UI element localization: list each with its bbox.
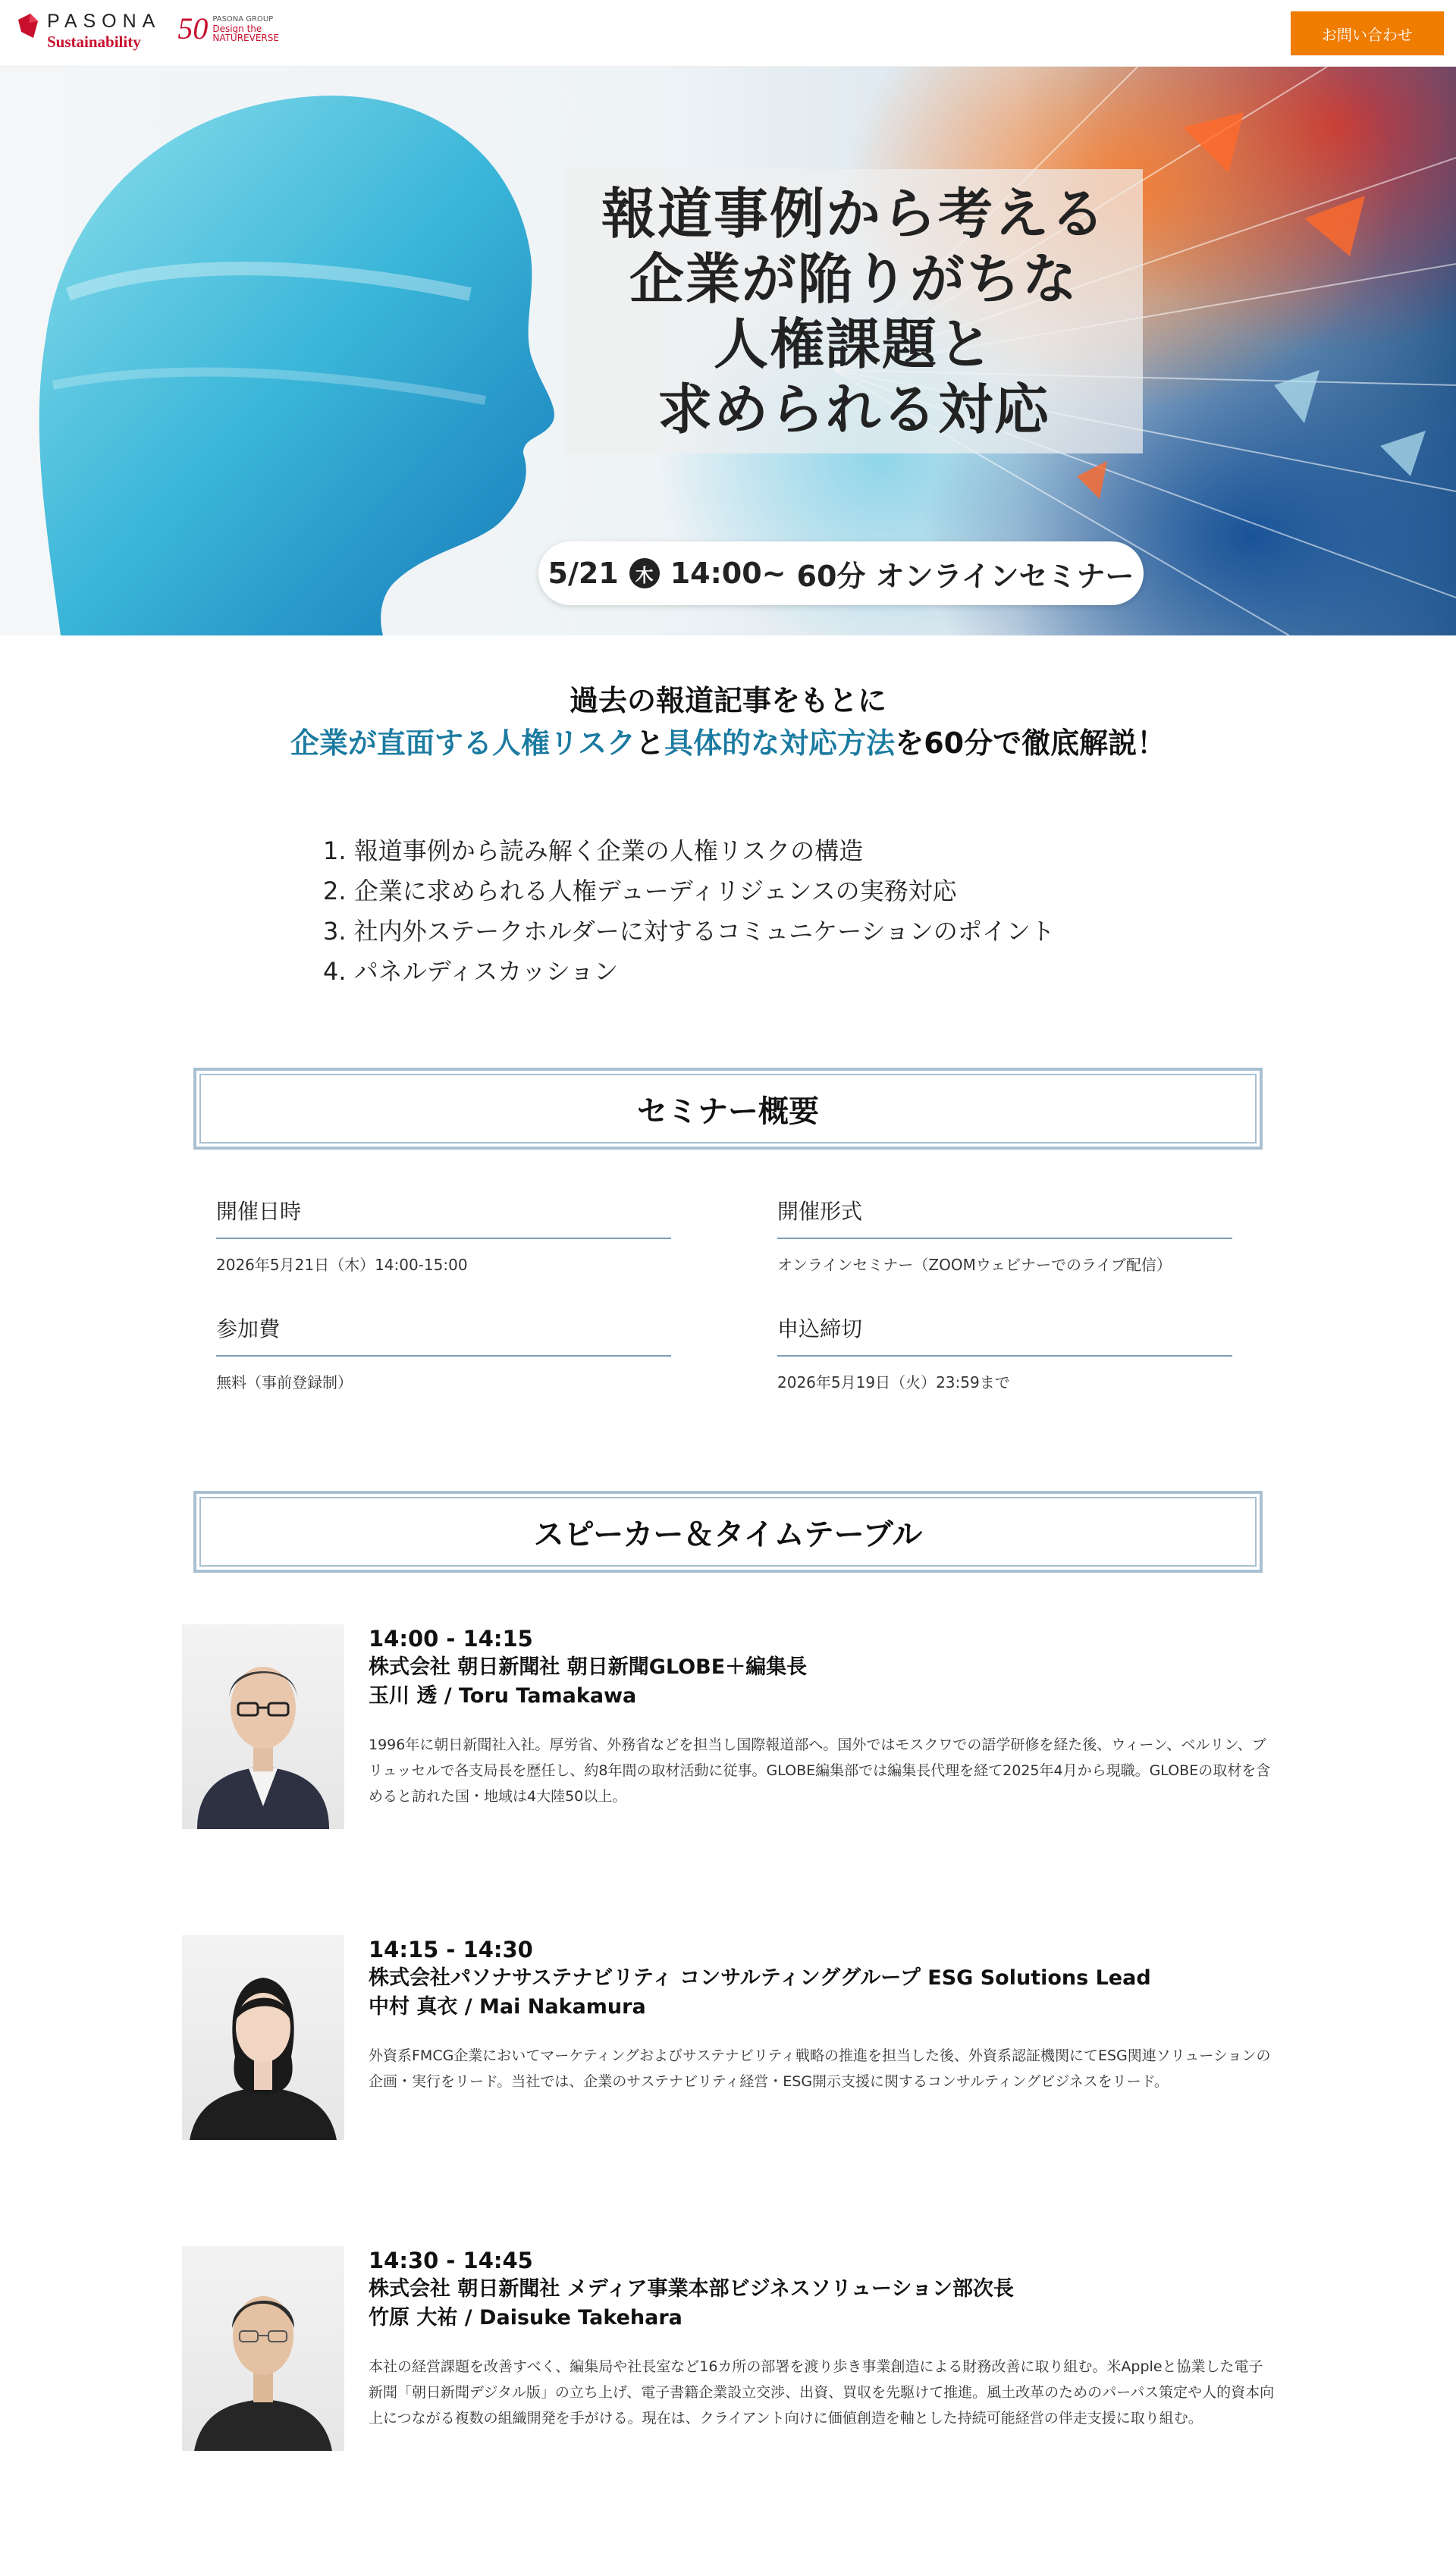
anniversary-logo [177,11,279,45]
speaker-name: 竹原 大祐 / Daisuke Takehara [369,2306,682,2330]
speaker-info [369,1935,1276,2094]
overview-heading: セミナー概要 [637,1093,819,1129]
overview-label: 申込締切 [777,1313,1232,1357]
pasona-logo[interactable] [17,11,279,52]
site-header [0,0,1456,67]
overview-value: 2026年5月21日（木）14:00-15:00 [216,1256,468,1274]
intro-line2 [0,722,1456,764]
brand [17,11,161,52]
speaker-org: 株式会社 朝日新聞社 メディア事業本部ビジネスソリューション部次長 [369,2277,1014,2301]
agenda-item: 3. 社内外ステークホルダーに対するコミュニケーションのポイント [323,917,1055,946]
speaker-name: 玉川 透 / Toru Tamakawa [369,1684,637,1708]
speaker-photo [182,1624,344,1829]
contact-button[interactable]: お問い合わせ [1291,11,1444,55]
agenda-list [323,831,1142,992]
hero-duration: 60分 オンラインセミナー [796,559,1134,593]
intro-lead [0,679,1456,764]
intro-highlight-risk: 企業が直面する人権リスク [290,726,636,760]
speaker-list [0,1624,1456,2557]
speaker-time: 14:15 - 14:30 [369,1937,533,1962]
speaker-card [182,1624,1274,1935]
speaker-photo [182,1935,344,2140]
hero-title-line: 報道事例から考える [601,181,1106,246]
brand-word: PASONA [47,11,162,32]
overview-grid [216,1195,1232,1392]
speaker-info [369,1624,1276,1809]
hero-title-line: 企業が陥りがちな [629,246,1078,311]
anniversary-tag [212,15,279,42]
overview-value: 2026年5月19日（火）23:59まで [777,1373,1010,1391]
speaker-card [182,2246,1274,2557]
overview-item-fee [216,1313,671,1392]
speakers-section [0,1491,1456,2557]
anniversary-group: PASONA GROUP [212,15,274,24]
hero-date-pill [538,541,1144,605]
speaker-org: 株式会社 朝日新聞社 朝日新聞GLOBE＋編集長 [369,1655,808,1679]
speaker-time: 14:00 - 14:15 [369,1626,533,1652]
speaker-bio: 本社の経営課題を改善すべく、編集局や社長室など16カ所の部署を渡り歩き事業創造による財務改善に取り組む。米Appleと協業した電子新聞「朝日新聞デジタル版」の立ち上げ、電子書籍企業設立交渉、出資、買収を先駆けて推進。風土改革のためのパーパス策定や人的資本向上につながる複数の組織開発を手がける。現在は、クライアント向けに価値創造を軸とした持続可能経営の伴走支援に取り組む。 [369,2358,1275,2427]
overview-item-format [777,1195,1232,1275]
speaker-photo [182,2246,344,2451]
speaker-org: 株式会社パソナサステナビリティ コンサルティンググループ ESG Solutions Lead [369,1966,1151,1990]
agenda-item: 1. 報道事例から読み解く企業の人権リスクの構造 [323,836,864,865]
overview-label: 開催日時 [216,1195,671,1239]
intro-tail: を60分で徹底解説！ [895,726,1166,760]
overview-label: 開催形式 [777,1195,1232,1239]
hero-title-line: 人権課題と [713,312,994,376]
agenda-item: 2. 企業に求められる人権デューディリジェンスの実務対応 [323,877,957,905]
anniversary-tag1: Design the [212,24,262,34]
overview-value: オンラインセミナー（ZOOMウェビナーでのライブ配信） [777,1256,1172,1274]
speaker-bio: 外資系FMCG企業においてマーケティングおよびサステナビリティ戦略の推進を担当した後、外資系認証機関にてESG関連ソリューションの企画・実行をリード。当社では、企業のサステナビリティ経営・ESG開示支援に関するコンサルティングビジネスをリード。 [369,2047,1271,2090]
intro-mid: と [635,726,665,760]
hero-banner [0,67,1456,635]
hero-date: 5/21 [548,557,619,590]
speakers-heading: スピーカー＆タイムテーブル [533,1517,923,1552]
speaker-bio: 1996年に朝日新聞社入社。厚労省、外務省などを担当し国際報道部へ。国外ではモスクワでの語学研修を経た後、ウィーン、ベルリン、ブリュッセルで各支局長を歴任し、約8年間の取材活動に従事。GLOBE編集部では編集長代理を経て2025年4月から現職。GLOBEの取材を含めると訪れた国・地域は4大陸50以上。 [369,1737,1271,1805]
speakers-heading-box [193,1491,1263,1573]
intro-highlight-method: 具体的な対応方法 [664,726,896,760]
speaker-time: 14:30 - 14:45 [369,2248,533,2273]
hero-title [565,169,1143,453]
speaker-info [369,2246,1276,2431]
overview-heading-box [193,1068,1263,1150]
speaker-card [182,1935,1274,2246]
agenda-item: 4. パネルディスカッション [323,957,619,986]
overview-item-deadline [777,1313,1232,1392]
hero-time: 14:00~ [670,557,786,590]
speaker-name: 中村 真衣 / Mai Nakamura [369,1995,646,2019]
anniversary-tag2: NATUREVERSE [212,33,279,43]
anniversary-number: 50 [177,11,209,45]
hero-dow-badge: 木 [629,558,660,588]
overview-item-date [216,1195,671,1275]
overview-label: 参加費 [216,1313,671,1357]
brand-sub: Sustainability [47,33,141,51]
intro-line1: 過去の報道記事をもとに [569,684,886,717]
overview-value: 無料（事前登録制） [216,1373,353,1391]
hero-title-line: 求められる対応 [657,377,1050,441]
pasona-mark-icon [17,12,39,39]
overview-section [0,1068,1456,1392]
